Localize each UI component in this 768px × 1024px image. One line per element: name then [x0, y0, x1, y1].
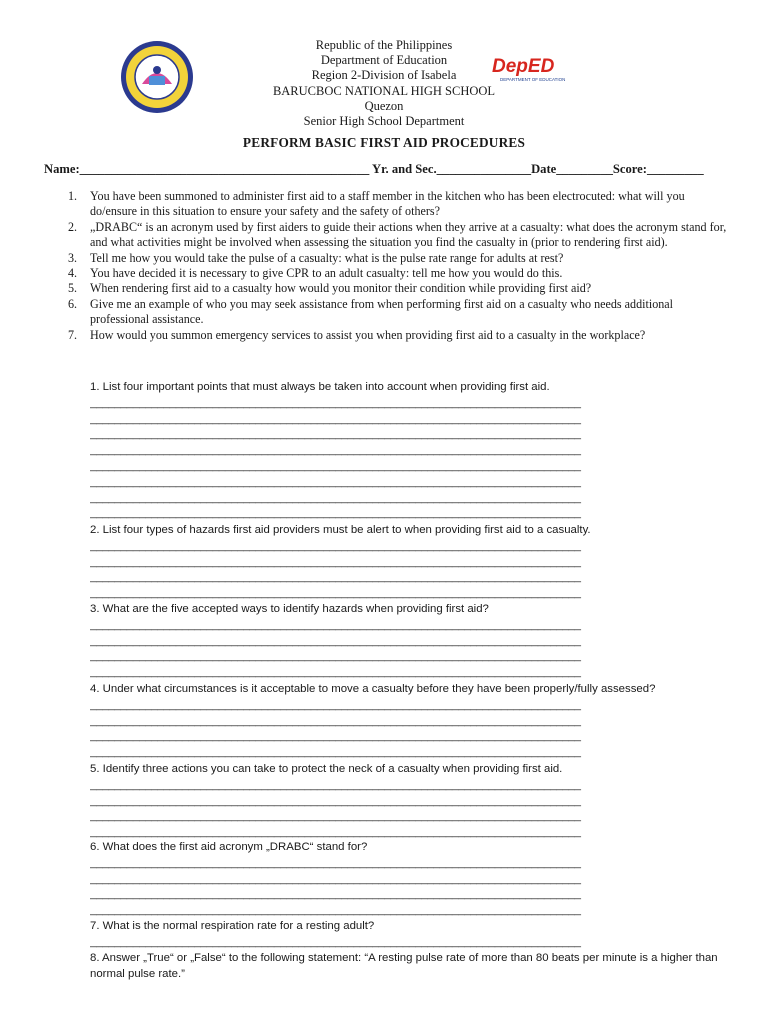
subquestion-8: 8. Answer „True“ or „False“ to the following statement: “A resting pulse rate of more than 80 beats per minute is a higher than normal pulse rate.”: [90, 952, 718, 980]
answer-line[interactable]: ________________________________________________________________________________: [90, 650, 581, 663]
answer-line[interactable]: ________________________________________________________________________________: [90, 746, 581, 759]
answer-line[interactable]: ________________________________________________________________________________: [90, 396, 581, 409]
department-shs-line: Senior High School Department: [303, 114, 465, 129]
answer-line[interactable]: ________________________________________________________________________________: [90, 634, 581, 647]
questions-list: [44, 189, 734, 343]
town-line: Quezon: [364, 98, 404, 113]
subquestion-2: 2. List four types of hazards first aid providers must be alert to when providing first aid to a casualty. ________________________________________________________________________________ ________________________________________________________________________________ ________________________________________________________________________________ ________________________________________________________________________________: [90, 523, 730, 602]
answer-line[interactable]: ________________________________________________________________________________: [90, 730, 581, 743]
answer-line[interactable]: ________________________________________________________________________________: [90, 698, 581, 711]
answer-line[interactable]: ________________________________________________________________________________: [90, 475, 581, 488]
republic-line: Republic of the Philippines: [315, 38, 453, 52]
answer-line[interactable]: ________________________________________________________________________________: [90, 888, 581, 901]
name-section-line: Name:______________________________________________ Yr. and Sec._______________Date_________Score:_________: [44, 162, 704, 176]
answer-line[interactable]: ________________________________________________________________________________: [90, 904, 581, 917]
subquestion-3: 3. What are the five accepted ways to identify hazards when providing first aid? ________________________________________________________________________________ ________________________________________________________________________________ ________________________________________________________________________________ ________________________________________________________________________________: [90, 602, 730, 681]
question-item: 6. Give me an example of who you may seek assistance from when performing first aid on a casualty who needs additional professional assistance.: [68, 296, 674, 327]
answer-line[interactable]: ________________________________________________________________________________: [90, 412, 581, 425]
region-line: Region 2-Division of Isabela: [311, 68, 457, 83]
question-item: 3. Tell me how you would take the pulse of a casualty: what is the pulse rate range for adults at rest?: [68, 250, 564, 265]
svg-text:DepED: DepED: [492, 56, 555, 77]
answer-line[interactable]: ________________________________________________________________________________: [90, 826, 581, 839]
school-name: BARUCBOC NATIONAL HIGH SCHOOL: [272, 83, 496, 98]
answer-line[interactable]: ________________________________________________________________________________: [90, 491, 581, 504]
answer-line[interactable]: ________________________________________________________________________________: [90, 444, 581, 457]
answer-line[interactable]: ________________________________________________________________________________: [90, 459, 581, 472]
answer-line[interactable]: ________________________________________________________________________________: [90, 856, 581, 869]
answer-line[interactable]: ________________________________________________________________________________: [90, 507, 581, 520]
question-item: 2. „DRABC“ is an acronym used by first aiders to guide their actions when they arrive at a casualty: what does the acronym stand for, and what activities might be involved when assessing the situation you find the casualty in (prior to rendering first aid).: [68, 219, 727, 250]
answer-line[interactable]: ________________________________________________________________________________: [90, 778, 581, 791]
letterhead: [0, 38, 768, 129]
page-title: PERFORM BASIC FIRST AID PROCEDURES: [242, 135, 526, 150]
answer-line[interactable]: ________________________________________________________________________________: [90, 794, 581, 807]
answer-line[interactable]: ________________________________________________________________________________: [90, 571, 581, 584]
answer-line[interactable]: ________________________________________________________________________________: [90, 810, 581, 823]
answer-line[interactable]: ________________________________________________________________________________: [90, 666, 581, 679]
subquestion-5: 5. Identify three actions you can take to protect the neck of a casualty when providing first aid. ________________________________________________________________________________ ________________________________________________________________________________ ________________________________________________________________________________ ________________________________________________________________________________: [90, 762, 730, 841]
svg-text:DEPARTMENT OF EDUCATION: DEPARTMENT OF EDUCATION: [500, 77, 566, 82]
question-item: 5. When rendering first aid to a casualty how would you monitor their condition while providing first aid?: [68, 281, 592, 296]
answer-line[interactable]: ________________________________________________________________________________: [90, 555, 581, 568]
answer-line[interactable]: ________________________________________________________________________________: [90, 872, 581, 885]
answer-line[interactable]: ________________________________________________________________________________: [90, 428, 581, 441]
question-item: 4. You have decided it is necessary to give CPR to an adult casualty: tell me how you would do this.: [68, 266, 563, 281]
answer-line[interactable]: ________________________________________________________________________________: [90, 587, 581, 600]
answer-line[interactable]: ________________________________________________________________________________: [90, 618, 581, 631]
subquestion-1: 1. List four important points that must always be taken into account when providing first aid. ________________________________________________________________________________ ________________________________________________________________________________ ________________________________________________________________________________ ________________________________________________________________________________ ________________________________________________________________________________ ________________________________________________________________________________ ________________________________________________________________________________ ________________________________________________________________________________: [90, 380, 730, 522]
question-item: 7. How would you summon emergency services to assist you when providing first aid to a casualty in the workplace?: [68, 327, 646, 342]
answer-line[interactable]: ________________________________________________________________________________: [90, 714, 581, 727]
answer-line[interactable]: ________________________________________________________________________________: [90, 935, 581, 948]
subquestion-7: 7. What is the normal respiration rate for a resting adult? ________________________________________________________________________________: [90, 919, 730, 951]
question-item: 1. You have been summoned to administer first aid to a staff member in the kitchen who has been electrocuted: what will you do/ensure in this situation to ensure your safety and the safety of others?: [68, 189, 685, 219]
subquestion-4: 4. Under what circumstances is it acceptable to move a casualty before they have been properly/fully assessed? ________________________________________________________________________________ ________________________________________________________________________________ ________________________________________________________________________________ ________________________________________________________________________________: [90, 682, 730, 761]
department-line: Department of Education: [320, 53, 448, 68]
subquestion-6: 6. What does the first aid acronym „DRABC“ stand for? ________________________________________________________________________________ ________________________________________________________________________________ ________________________________________________________________________________ ________________________________________________________________________________: [90, 840, 730, 919]
answer-line[interactable]: ________________________________________________________________________________: [90, 539, 581, 552]
